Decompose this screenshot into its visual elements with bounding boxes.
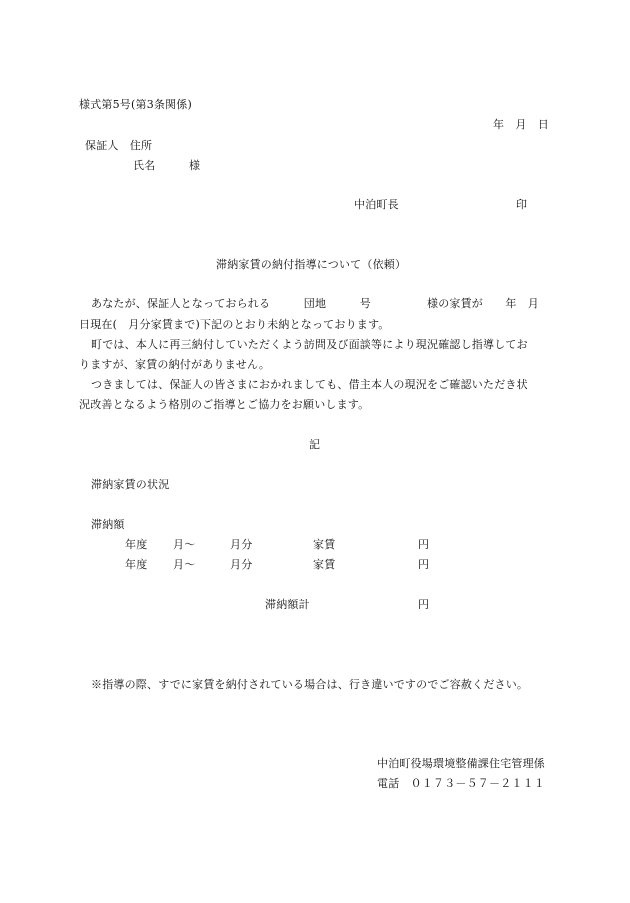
arrears-row-year: 年度 xyxy=(125,558,148,571)
footer-phone: 電話 ０１７３－５７－２１１１ xyxy=(377,777,545,790)
arrears-row-to: 月分 xyxy=(230,538,253,551)
arrears-row-unit: 円 xyxy=(418,538,430,551)
body-paragraph-3-line-1: つきましては、保証人の皆さまにおかれましても、借主本人の現況をご確認いただき状 xyxy=(91,378,528,391)
body-paragraph-1-line-2: 日現在( 月分家賃まで)下記のとおり未納となっております。 xyxy=(79,318,390,331)
ki-heading: 記 xyxy=(309,438,321,451)
arrears-row-to: 月分 xyxy=(230,558,253,571)
guarantor-address-label: 保証人 住所 xyxy=(85,139,153,152)
guarantor-name-label: 氏名 様 xyxy=(133,159,201,172)
document-title: 滞納家賃の納付指導について（依頼） xyxy=(216,258,407,271)
section-title: 滞納家賃の状況 xyxy=(91,478,170,491)
body-paragraph-3-line-2: 況改善となるよう格別のご指導とご協力をお願いします。 xyxy=(79,398,370,411)
body-paragraph-2-line-2: りますが、家賃の納付がありません。 xyxy=(79,358,271,371)
arrears-row-item: 家賃 xyxy=(313,538,336,551)
arrears-label: 滞納額 xyxy=(91,518,125,531)
footer-office: 中泊町役場環境整備課住宅管理係 xyxy=(377,757,545,770)
body-paragraph-1-line-1: あなたが、保証人となっておられる 団地 号 様の家賃が 年 月 xyxy=(91,297,539,310)
arrears-row-item: 家賃 xyxy=(313,558,336,571)
date-line: 年 月 日 xyxy=(493,118,549,131)
arrears-row-year: 年度 xyxy=(125,538,148,551)
body-paragraph-2-line-1: 町では、本人に再三納付していただくよう訪問及び面談等により現況確認し指導してお xyxy=(91,338,528,351)
arrears-row-from: 月～ xyxy=(173,538,196,551)
arrears-row-unit: 円 xyxy=(418,558,430,571)
sender-name: 中泊町長 xyxy=(354,198,399,211)
form-number: 様式第5号(第3条関係) xyxy=(79,98,192,111)
arrears-total-label: 滞納額計 xyxy=(265,598,310,611)
note-text: ※指導の際、すでに家賃を納付されている場合は、行き違いですのでご容赦ください。 xyxy=(91,678,529,691)
arrears-row-from: 月～ xyxy=(173,558,196,571)
seal-mark: 印 xyxy=(516,198,528,211)
arrears-total-unit: 円 xyxy=(418,598,430,611)
